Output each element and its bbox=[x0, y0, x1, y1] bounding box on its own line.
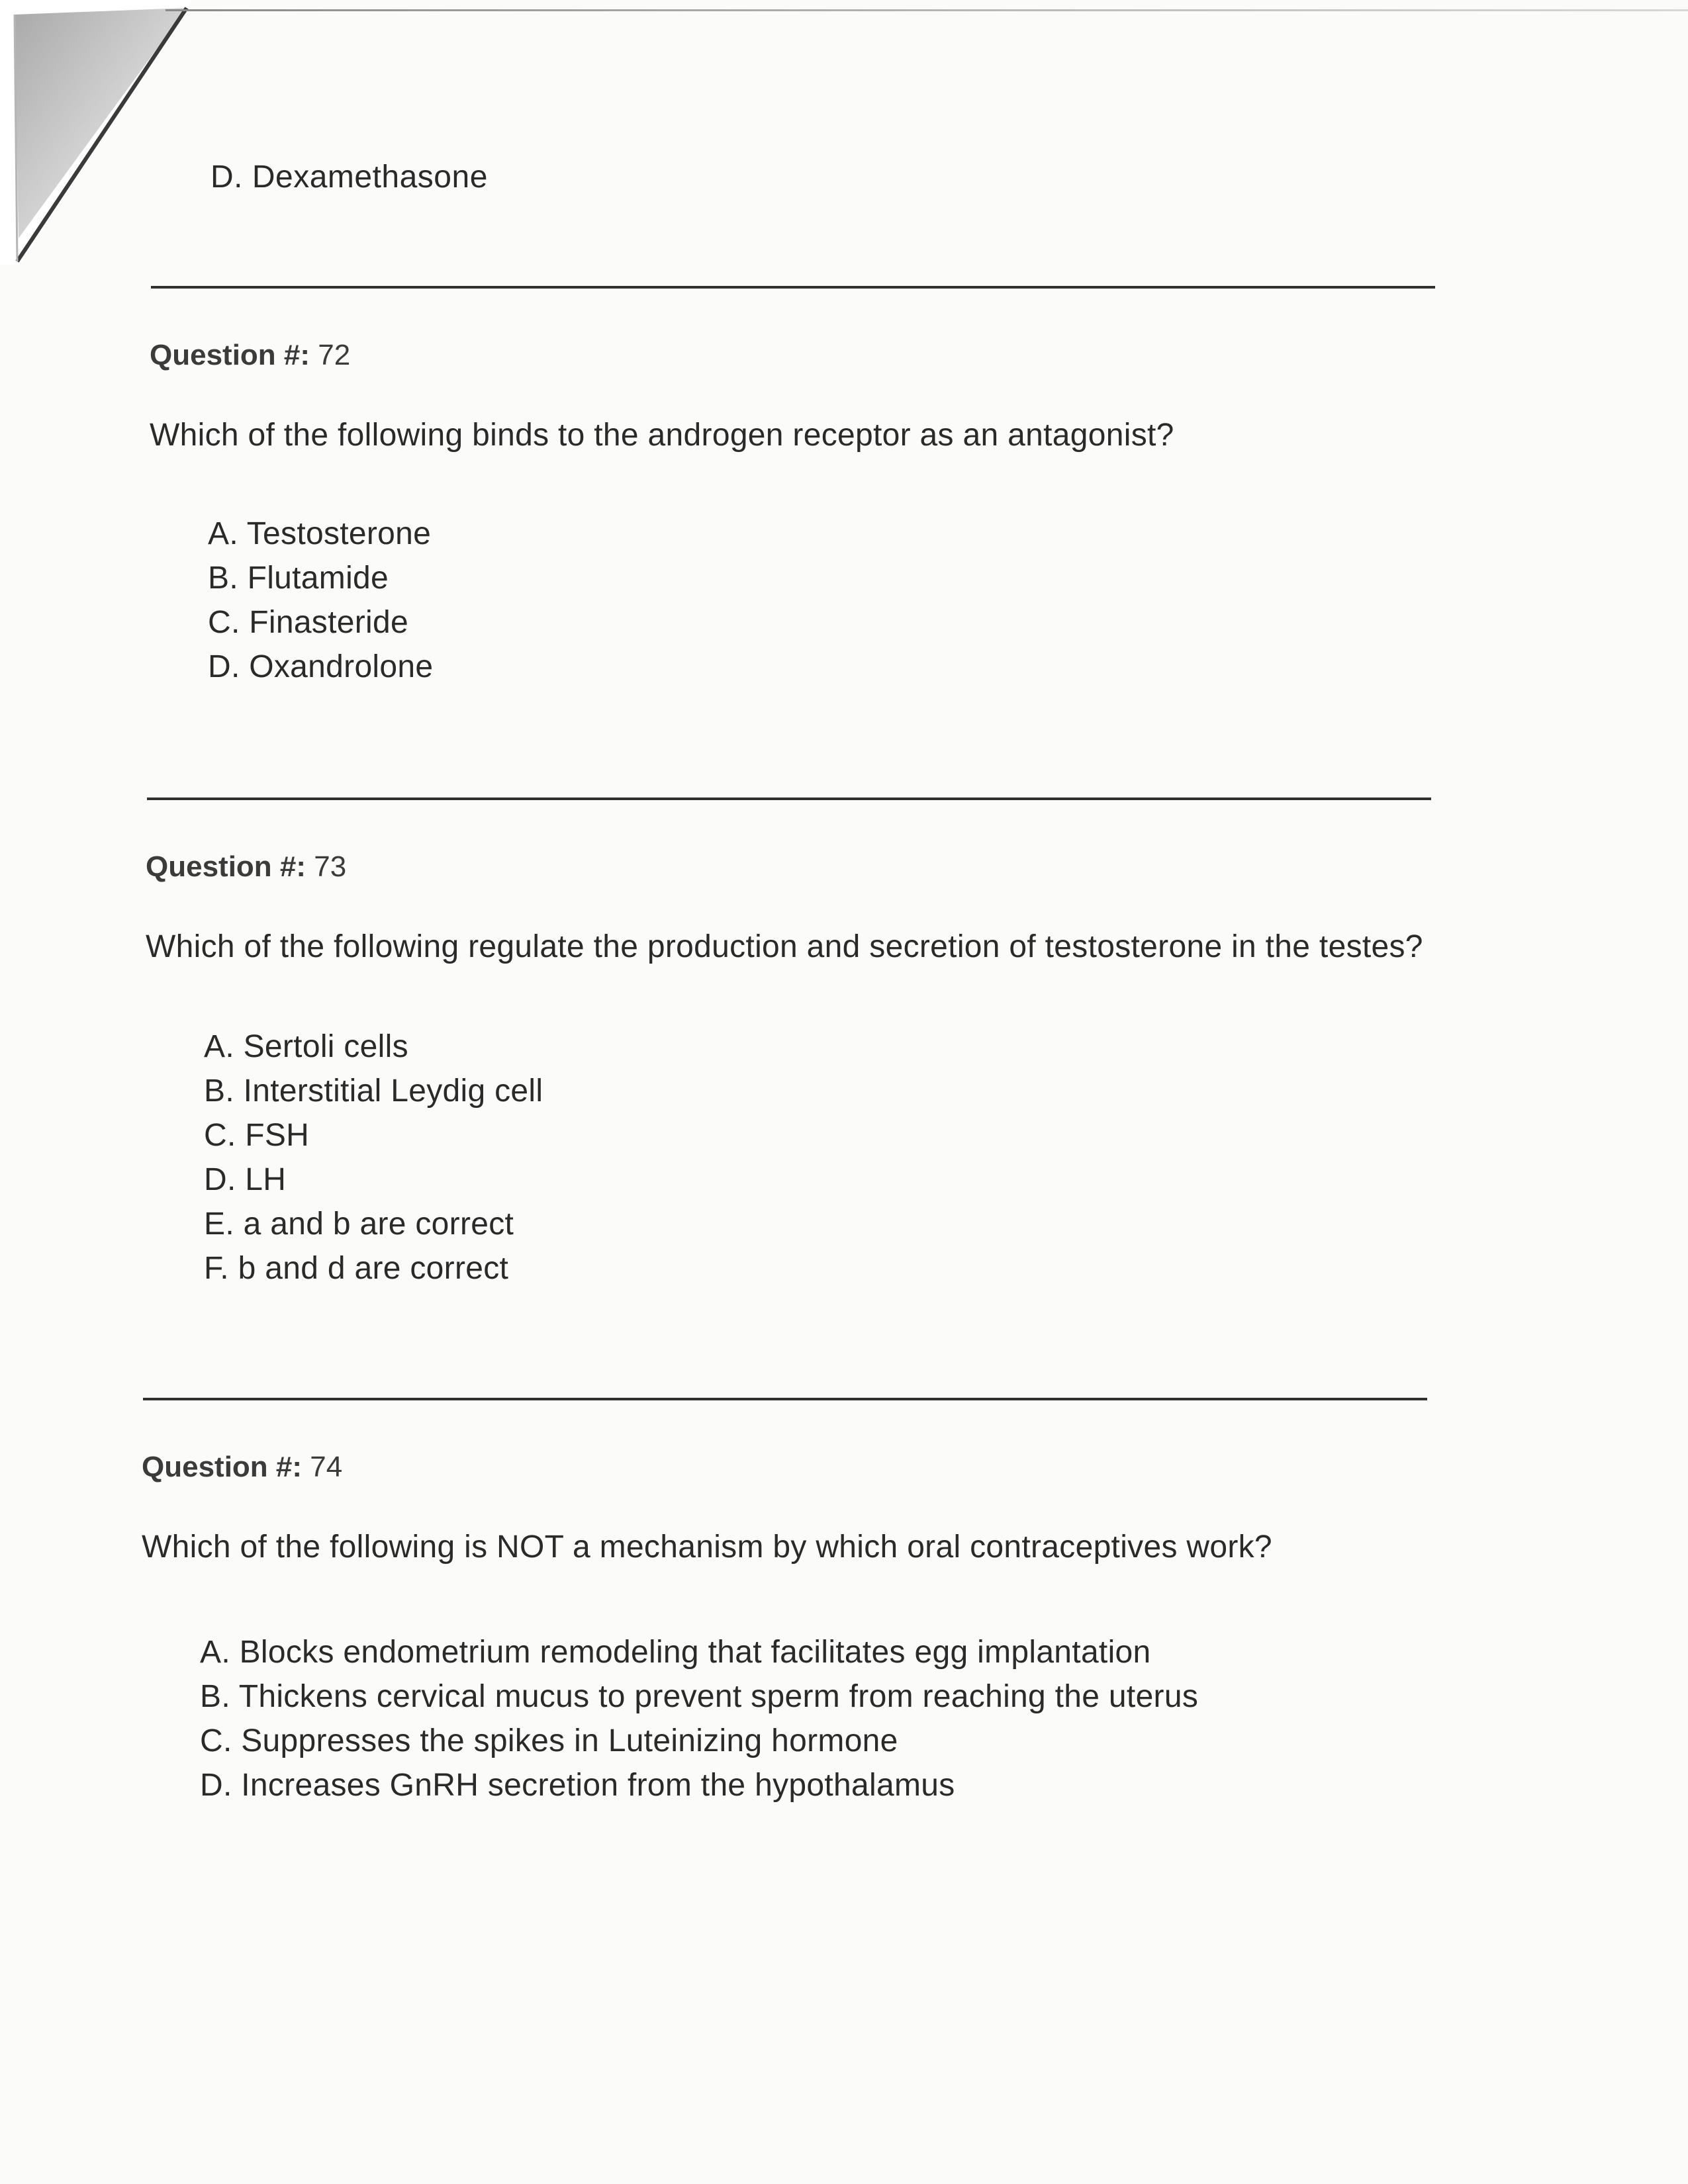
question-72 bbox=[150, 339, 1174, 689]
answer-options bbox=[204, 1024, 1423, 1291]
previous-question-option-d: D. Dexamethasone bbox=[211, 159, 488, 195]
answer-option: D. LH bbox=[204, 1162, 287, 1197]
question-text: Which of the following is NOT a mechanism by which oral contraceptives work? bbox=[142, 1529, 1272, 1565]
answer-options bbox=[208, 512, 1174, 689]
question-number: 72 bbox=[318, 339, 351, 371]
answer-options bbox=[200, 1630, 1272, 1807]
question-74 bbox=[142, 1451, 1272, 1807]
answer-option: C. Finasteride bbox=[208, 605, 408, 640]
separator-rule bbox=[143, 1398, 1427, 1400]
answer-option: C. Suppresses the spikes in Luteinizing hormone bbox=[200, 1723, 898, 1758]
answer-option: B. Interstitial Leydig cell bbox=[204, 1073, 543, 1109]
answer-option: E. a and b are correct bbox=[204, 1206, 514, 1242]
question-label: Question #: 73 bbox=[146, 850, 347, 883]
page-top-edge bbox=[165, 9, 1688, 11]
answer-option: B. Flutamide bbox=[208, 561, 389, 596]
answer-option: D. Oxandrolone bbox=[208, 649, 434, 684]
answer-option: B. Thickens cervical mucus to prevent sperm from reaching the uterus bbox=[200, 1679, 1199, 1714]
separator-rule bbox=[147, 797, 1431, 800]
question-number: 74 bbox=[310, 1451, 343, 1483]
answer-option: A. Testosterone bbox=[208, 516, 432, 551]
question-label: Question #: 72 bbox=[150, 339, 351, 371]
folded-corner-icon bbox=[0, 0, 199, 278]
answer-option: A. Blocks endometrium remodeling that facilitates egg implantation bbox=[200, 1635, 1151, 1670]
question-text: Which of the following regulate the production and secretion of testosterone in the testes? bbox=[146, 929, 1423, 964]
answer-option: C. FSH bbox=[204, 1118, 310, 1153]
answer-option: F. b and d are correct bbox=[204, 1251, 509, 1286]
separator-rule bbox=[151, 286, 1435, 289]
question-number: 73 bbox=[314, 850, 347, 883]
question-text: Which of the following binds to the androgen receptor as an antagonist? bbox=[150, 418, 1174, 453]
question-73 bbox=[146, 850, 1423, 1291]
question-label: Question #: 74 bbox=[142, 1451, 343, 1483]
answer-option: A. Sertoli cells bbox=[204, 1029, 408, 1064]
answer-option: D. Increases GnRH secretion from the hypothalamus bbox=[200, 1768, 955, 1803]
